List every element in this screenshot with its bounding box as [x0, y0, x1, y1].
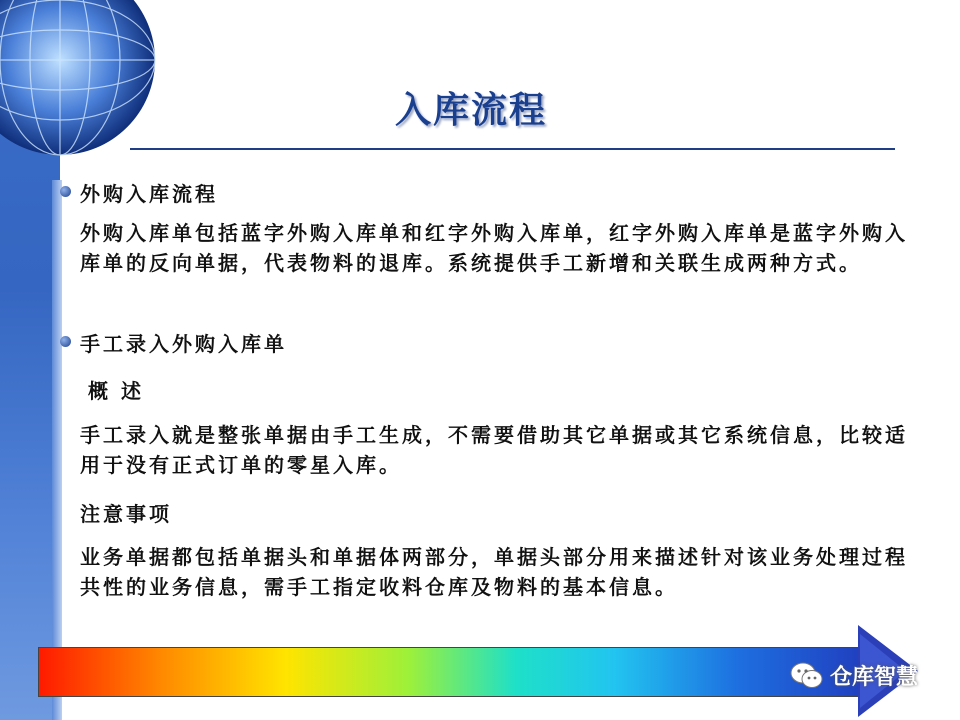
bullet-dot-icon [60, 186, 71, 197]
overview-text: 手工录入就是整张单据由手工生成，不需要借助其它单据或其它系统信息，比较适用于没有正式订单的零星入库。 [80, 423, 908, 477]
watermark-text: 仓库智慧 [830, 665, 919, 690]
notes-heading: 注意事项 [80, 502, 172, 526]
bullet-label: 外购入库流程 [80, 182, 218, 206]
paragraph-text: 外购入库单包括蓝字外购入库单和红字外购入库单，红字外购入库单是蓝字外购入库单的反向单据，代表物料的退库。系统提供手工新增和关联生成两种方式。 [80, 221, 908, 275]
bullet-dot-icon [60, 336, 71, 347]
bullet-label: 手工录入外购入库单 [80, 332, 287, 356]
title-divider [130, 148, 895, 150]
notes-text: 业务单据都包括单据头和单据体两部分，单据头部分用来描述针对该业务处理过程共性的业务信息，需手工指定收料仓库及物料的基本信息。 [80, 545, 908, 599]
globe-icon [0, 0, 160, 160]
rainbow-arrow-bar [38, 647, 862, 697]
slide-title: 入库流程 [395, 89, 548, 131]
wechat-icon [790, 661, 824, 691]
watermark [790, 660, 918, 691]
overview-heading: 概 述 [88, 379, 144, 403]
